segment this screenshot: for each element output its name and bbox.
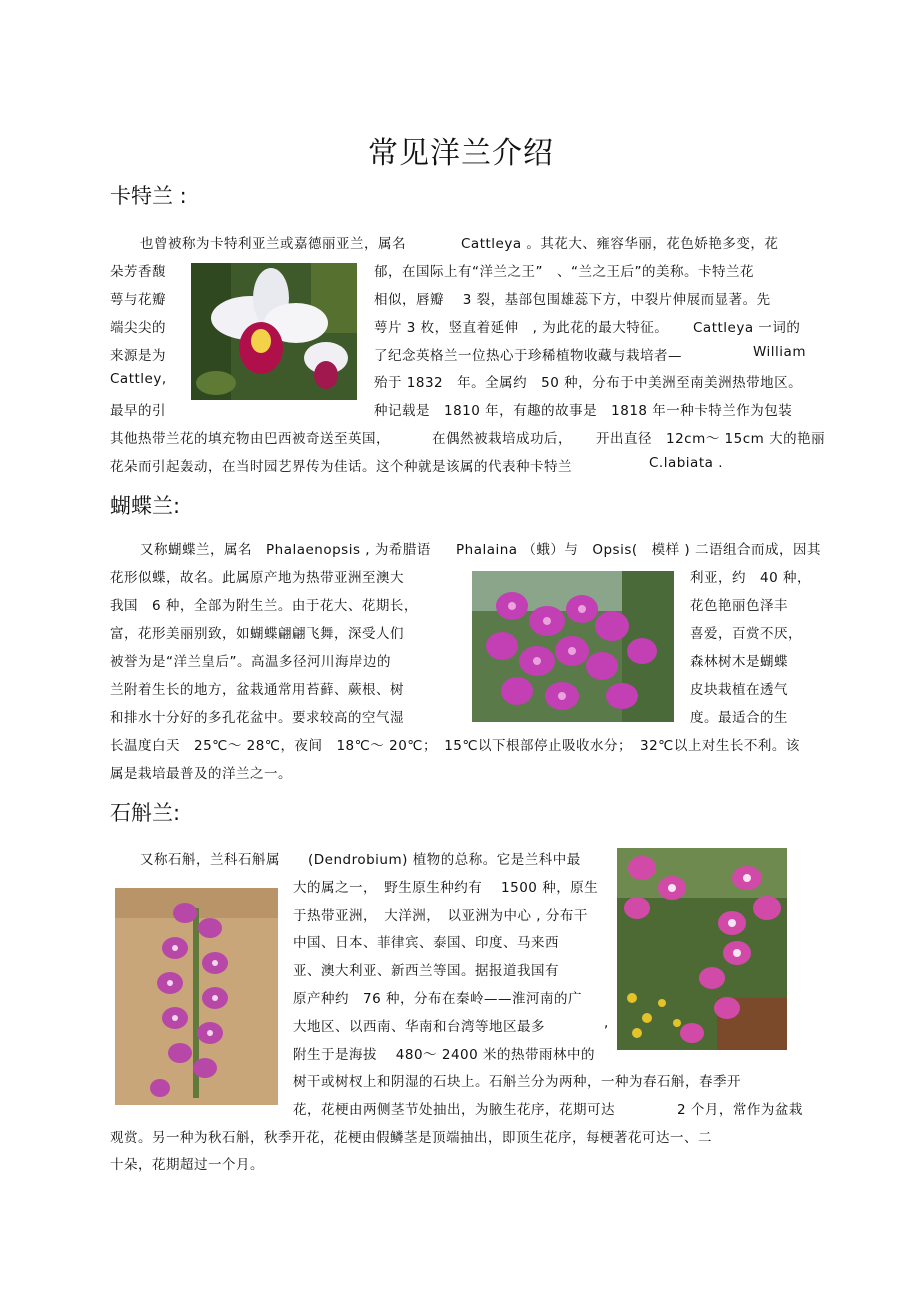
text-line: 于热带亚洲， 大洋洲， 以亚洲为中心 , 分布干	[293, 908, 588, 924]
dendrobium-image-right	[617, 848, 787, 1050]
text-line: 被誉为是“洋兰皇后”。高温多径河川海岸边的	[110, 654, 391, 670]
text-line: 花形似蝶，故名。此属原产地为热带亚洲至澳大	[110, 570, 404, 586]
text-line: 森林树木是蝴蝶	[690, 654, 788, 670]
text-line: 大地区、以西南、华南和台湾等地区最多	[293, 1019, 545, 1035]
text-line: 度。最适合的生	[690, 710, 788, 726]
text-line: 种记载是 1810 年，有趣的故事是 1818 年一种卡特兰作为包装	[374, 403, 793, 419]
text-line: 朵芳香馥	[110, 264, 166, 280]
text-line: 亚、澳大利亚、新西兰等国。据报道我国有	[293, 963, 559, 979]
text-line: 大的属之一， 野生原生种约有 1500 种，原生	[293, 880, 599, 896]
text-line: 其他热带兰花的填充物由巴西被奇送至英国，	[110, 431, 390, 447]
text-line: 原产种约 76 种，分布在秦岭——淮河南的广	[293, 991, 582, 1007]
text-line: 我国 6 种，全部为附生兰。由于花大、花期长，	[110, 598, 418, 614]
text-line: 树干或树杈上和阴湿的石块上。石斛兰分为两种，一种为春石斛，春季开	[293, 1074, 741, 1090]
text-line: 富，花形美丽别致，如蝴蝶翩翩飞舞，深受人们	[110, 626, 404, 642]
text-line: 十朵，花期超过一个月。	[110, 1157, 264, 1173]
text-line: 萼与花瓣	[110, 292, 166, 308]
text-line: 又称石斛，兰科石斛属	[140, 852, 280, 868]
text-line: 来源是为	[110, 348, 166, 364]
section-heading-phalaenopsis: 蝴蝶兰:	[110, 494, 181, 518]
text-line: (Dendrobium) 植物的总称。它是兰科中最	[308, 852, 581, 868]
text-line: 32℃以上对生长不利。该	[640, 738, 800, 754]
cattleya-photo	[191, 263, 357, 400]
text-line: 在偶然被栽培成功后，	[432, 431, 572, 447]
text-line: 端尖尖的	[110, 320, 166, 336]
text-line: William	[753, 344, 806, 360]
text-line: 又称蝴蝶兰，属名 Phalaenopsis , 为希腊语	[140, 542, 431, 558]
text-line: 属是栽培最普及的洋兰之一。	[110, 766, 292, 782]
text-line: Cattleya 一词的	[693, 320, 801, 336]
text-line: 和排水十分好的多孔花盆中。要求较高的空气湿	[110, 710, 404, 726]
text-line: Cattleya 。其花大、雍容华丽，花色娇艳多变，花	[461, 236, 779, 252]
text-line: 2 个月，常作为盆栽	[677, 1102, 803, 1118]
text-line: C.labiata .	[649, 455, 723, 471]
text-line: ,	[604, 1015, 609, 1031]
dendrobium-photo-left	[115, 888, 278, 1105]
text-line: 喜爱，百赏不厌，	[690, 626, 802, 642]
text-line: 观赏。另一种为秋石斛，秋季开花，花梗由假鳞茎是顶端抽出，即顶生花序，每梗著花可达一、二	[110, 1130, 712, 1146]
text-line: 花色艳丽色泽丰	[690, 598, 788, 614]
text-line: 最早的引	[110, 403, 166, 419]
text-line: 利亚，约 40 种，	[690, 570, 811, 586]
text-line: 皮块栽植在透气	[690, 682, 788, 698]
text-line: 相似，唇瓣 3 裂，基部包围雄蕊下方，中裂片伸展而显著。先	[374, 292, 771, 308]
text-line: 花朵而引起轰动，在当时园艺界传为佳话。这个种就是该属的代表种卡特兰	[110, 459, 572, 475]
text-line: 中国、日本、菲律宾、泰国、印度、马来西	[293, 935, 559, 951]
text-line: 长温度白天 25℃～ 28℃，夜间 18℃～ 20℃； 15℃以下根部停止吸收水分；	[110, 738, 633, 754]
text-line: 附生于是海拔 480～ 2400 米的热带雨林中的	[293, 1047, 595, 1063]
text-line: Phalaina （蛾）与 Opsis( 模样 ) 二语组合而成，因其	[456, 542, 821, 558]
section-heading-dendrobium: 石斛兰:	[110, 801, 181, 825]
dendrobium-photo-right	[617, 848, 787, 1050]
text-line: 郁，在国际上有“洋兰之王” 、“兰之王后”的美称。卡特兰花	[374, 264, 754, 280]
phalaenopsis-image	[472, 571, 674, 722]
cattleya-image	[191, 263, 357, 400]
section-heading-cattleya: 卡特兰 :	[110, 184, 187, 208]
text-line: 了纪念英格兰一位热心于珍稀植物收藏与栽培者—	[374, 348, 682, 364]
text-line: 花，花梗由两侧茎节处抽出，为腋生花序，花期可达	[293, 1102, 615, 1118]
dendrobium-image-left	[115, 888, 278, 1105]
text-line: 萼片 3 枚，竖直着延伸 , 为此花的最大特征。	[374, 320, 669, 336]
text-line: 兰附着生长的地方，盆栽通常用苔藓、蕨根、树	[110, 682, 404, 698]
text-line: 开出直径 12cm～ 15cm 大的艳丽	[596, 431, 826, 447]
text-line: 殆于 1832 年。全属约 50 种，分布于中美洲至南美洲热带地区。	[374, 375, 803, 391]
text-line: 也曾被称为卡特利亚兰或嘉德丽亚兰，属名	[140, 236, 406, 252]
phalaenopsis-photo	[472, 571, 674, 722]
page-title: 常见洋兰介绍	[368, 136, 554, 171]
text-line: Cattley,	[110, 371, 167, 387]
